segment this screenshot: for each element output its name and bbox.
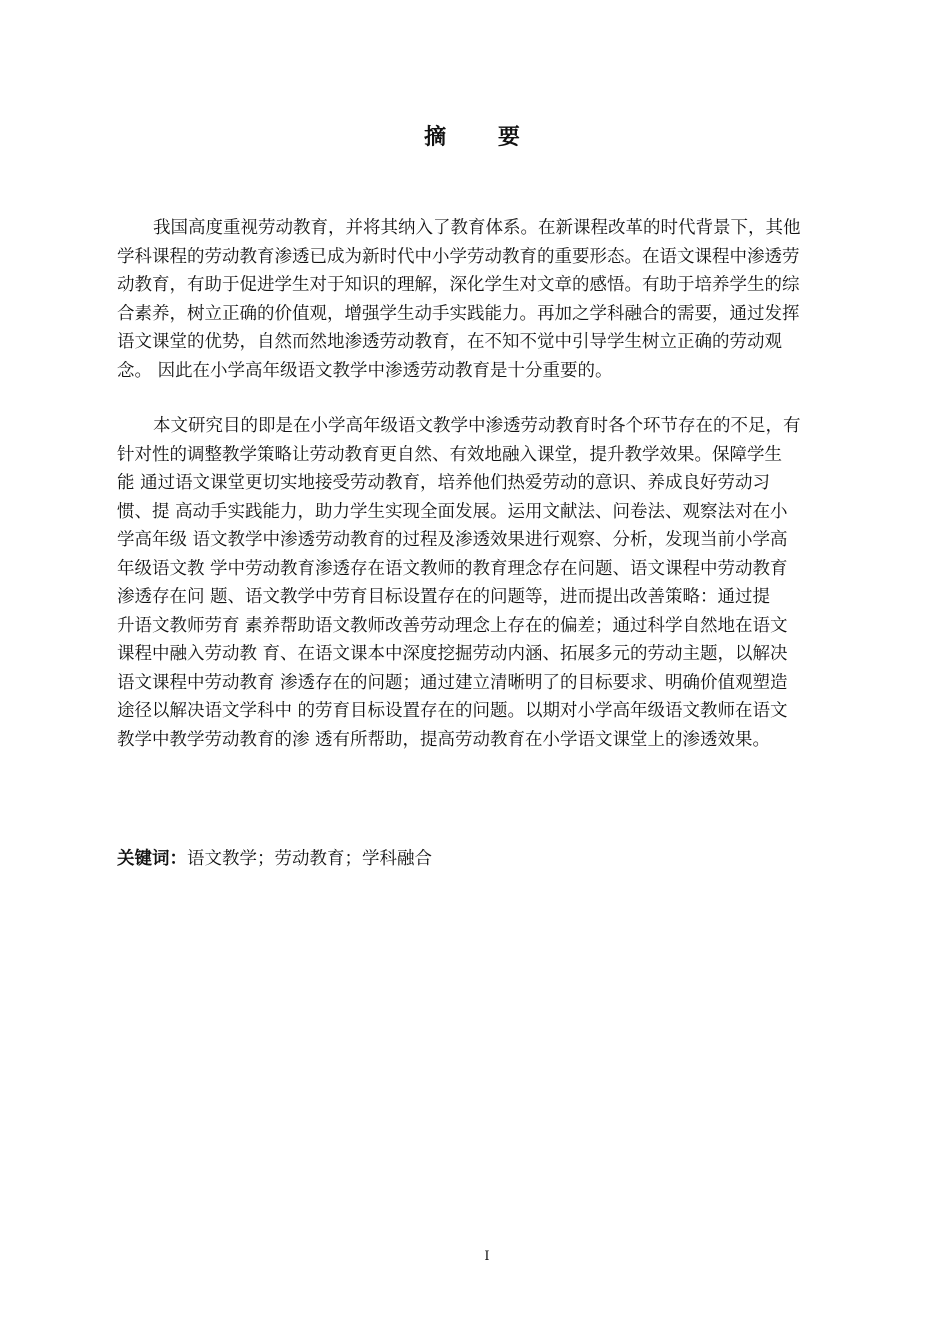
text-line: 我国高度重视劳动教育，并将其纳入了教育体系。在新课程改革的时代背景下，其他: [153, 218, 801, 238]
text-line: 年级语文教 学中劳动教育渗透存在语文教师的教育理念存在问题、语文课程中劳动教育: [117, 558, 788, 579]
keywords-value: 语文教学；劳动教育；学科融合: [187, 849, 432, 869]
abstract-paragraph-1: [117, 214, 855, 385]
page-number: I: [484, 1249, 490, 1264]
text-line: 语文课堂的优势，自然而然地渗透劳动教育，在不知不觉中引导学生树立正确的劳动观: [117, 332, 782, 352]
keywords-line: [117, 845, 432, 870]
keywords-label: 关键词：: [117, 849, 187, 869]
text-line: 途径以解决语文学科中 的劳育目标设置存在的问题。以期对小学高年级语文教师在语文: [117, 701, 788, 721]
text-line: 针对性的调整教学策略让劳动教育更自然、有效地融入课堂，提升教学效果。保障学生: [117, 444, 782, 465]
abstract-paragraph-2: [117, 412, 855, 754]
text-line: 惯、提 高动手实践能力，助力学生实现全面发展。运用文献法、问卷法、观察法对在小: [117, 501, 788, 522]
text-line: 语文课程中劳动教育 渗透存在的问题；通过建立清晰明了的目标要求、明确价值观塑造: [117, 672, 788, 693]
text-line: 教学中教学劳动教育的渗 透有所帮助，提高劳动教育在小学语文课堂上的渗透效果。: [117, 729, 771, 750]
text-line: 学科课程的劳动教育渗透已成为新时代中小学劳动教育的重要形态。在语文课程中渗透劳: [117, 246, 800, 267]
text-line: 念。 因此在小学高年级语文教学中渗透劳动教育是十分重要的。: [117, 360, 613, 381]
text-line: 动教育，有助于促进学生对于知识的理解，深化学生对文章的感悟。有助于培养学生的综: [117, 275, 800, 295]
text-line: 升语文教师劳育 素养帮助语文教师改善劳动理念上存在的偏差；通过科学自然地在语文: [117, 615, 788, 636]
text-line: 学高年级 语文教学中渗透劳动教育的过程及渗透效果进行观察、分析，发现当前小学高: [117, 530, 788, 550]
text-line: 渗透存在问 题、语文教学中劳育目标设置存在的问题等，进而提出改善策略：通过提: [117, 587, 771, 607]
text-line: 课程中融入劳动教 育、在语文课本中深度挖掘劳动内涵、拓展多元的劳动主题，以解决: [117, 644, 788, 664]
text-line: 本文研究目的即是在小学高年级语文教学中渗透劳动教育时各个环节存在的不足，有: [153, 416, 801, 436]
text-line: 能 通过语文课堂更切实地接受劳动教育，培养他们热爱劳动的意识、养成良好劳动习: [117, 473, 771, 493]
abstract-title: 摘 要: [424, 125, 542, 150]
text-line: 合素养，树立正确的价值观，增强学生动手实践能力。再加之学科融合的需要，通过发挥: [117, 303, 800, 324]
